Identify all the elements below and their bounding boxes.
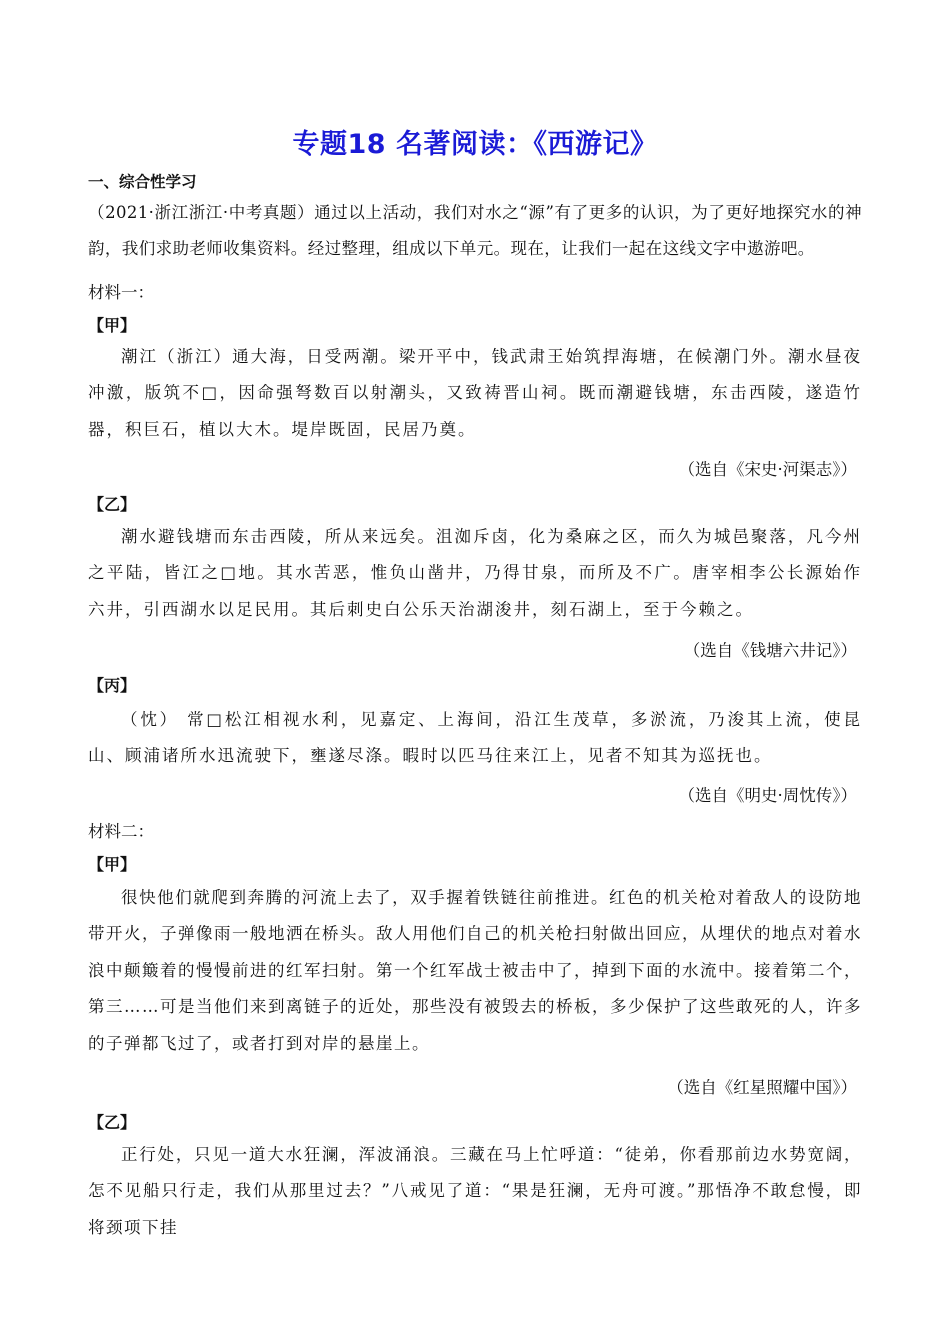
material-two-jia-source: （选自《红星照耀中国》） <box>667 1078 857 1097</box>
material-one-bing-source: （选自《明史·周忱传》） <box>678 786 857 805</box>
material-one-bing-text: （忱） 常□松江相视水利，见嘉定、上海间，沿江生茂草，多淤流，乃浚其上流，使昆山、顾浦诸所水迅流驶下，壅遂尽涤。暇时以匹马往来江上，见者不知其为巡抚也。 <box>88 710 862 766</box>
material-two-jia-tag: 【甲】 <box>88 855 137 874</box>
material-one-jia-tag: 【甲】 <box>88 316 137 335</box>
section-heading: 一、综合性学习 <box>88 173 197 191</box>
intro-paragraph: （2021·浙江浙江·中考真题）通过以上活动，我们对水之“源”有了更多的认识，为了更好地探究水的神韵，我们求助老师收集资料。经过整理，组成以下单元。现在，让我们一起在这线文字中遨游吧。 <box>88 203 862 259</box>
material-two-yi-tag: 【乙】 <box>88 1113 137 1132</box>
material-one-yi-tag: 【乙】 <box>88 495 137 514</box>
material-one-bing-tag: 【丙】 <box>88 676 137 695</box>
material-one-yi-text: 潮水避钱塘而东击西陵，所从来远矣。沮洳斥卤，化为桑麻之区，而久为城邑聚落，凡今州之平陆，皆江之□地。其水苦恶，惟负山凿井，乃得甘泉，而所及不广。唐宰相李公长源始作六井，引西湖水以足民用。其后刺史白公乐天治湖浚井，刻石湖上，至于今赖之。 <box>88 527 862 619</box>
material-one-jia-text: 潮江（浙江）通大海，日受两潮。梁开平中，钱武肃王始筑捍海塘，在候潮门外。潮水昼夜冲激，版筑不□，因命强弩数百以射潮头，又致祷晋山祠。既而潮避钱塘，东击西陵，遂造竹器，积巨石，植以大木。堤岸既固，民居乃奠。 <box>88 347 862 439</box>
material-one-jia-source: （选自《宋史·河渠志》） <box>678 460 857 479</box>
material-one-yi-source: （选自《钱塘六井记》） <box>683 641 857 660</box>
material-one-label: 材料一： <box>88 283 154 302</box>
material-two-jia-text: 很快他们就爬到奔腾的河流上去了，双手握着铁链往前推进。红色的机关枪对着敌人的设防地带开火，子弹像雨一般地洒在桥头。敌人用他们自己的机关枪扫射做出回应，从埋伏的地点对着水浪中颠簸着的慢慢前进的红军扫射。第一个红军战士被击中了，掉到下面的水流中。接着第二个，第三……可是当他们来到离链子的近处，那些没有被毁去的桥板，多少保护了这些敢死的人，许多的子弹都飞过了，或者打到对岸的悬崖上。 <box>88 888 862 1053</box>
material-two-yi-text: 正行处，只见一道大水狂澜，浑波涌浪。三藏在马上忙呼道：“徒弟，你看那前边水势宽阔，怎不见船只行走，我们从那里过去？”八戒见了道：“果是狂澜，无舟可渡。”那悟净不敢怠慢，即将颈项下挂 <box>88 1145 862 1237</box>
material-two-label: 材料二： <box>88 822 154 841</box>
page-title: 专题18 名著阅读：《西游记》 <box>292 129 658 160</box>
